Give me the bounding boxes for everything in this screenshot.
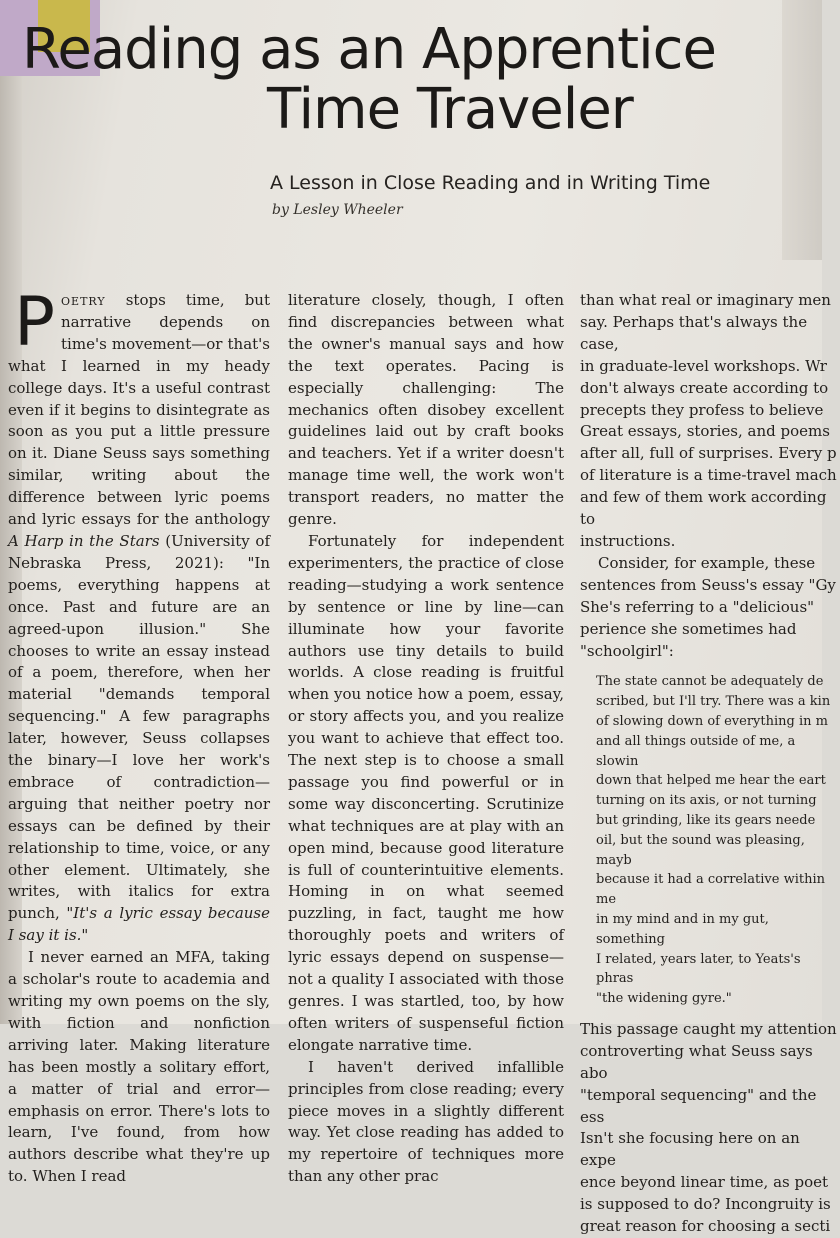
text-line: Great essays, stories, and poems [580, 422, 830, 441]
paragraph: I never earned an MFA, taking a scholar's route to academia and writing my own poems on the sly, with fiction and nonfiction arriving later. Making literature has been mostly a solitary effort, a matter of trial and error—emphasis on error. There's lots to learn, I've found, from how authors describe what they're up to. When I read [8, 948, 270, 1186]
text-line: say. Perhaps that's always the case, [580, 312, 808, 353]
italic-quote: "It's a lyric essay because I say it is." [8, 904, 270, 945]
quote-line: scribed, but I'll try. There was a kin [596, 694, 831, 710]
article-byline: by Lesley Wheeler [272, 202, 403, 218]
paragraph-text: (University of Nebraska Press, 2021): "In poems, everything happens at once. Past and future are an agreed-upon illusion." She chooses to write an essay instead of a poem, therefore, when her material "demands temporal sequencing." A few paragraphs later, however, Seuss collapses the binary—I love her work's embrace of contradiction—arguing that neither poetry nor essays can be defined by their relationship to time, voice, or any other element. Ultimately, she writes, with italics for extra punch, [8, 531, 271, 923]
quote-line: because it had a correlative within me [596, 872, 825, 908]
text-line: instructions. [580, 531, 676, 550]
paragraph [580, 290, 840, 553]
paragraph: literature closely, though, I often find discrepancies between what the owner's manual says and how the text operates. Pacing is especially challenging: The mechanics often disobey excellent guidelines laid out by craft books and teachers. Yet if a writer doesn't manage time well, the work won't transport readers, no matter the genre. [288, 291, 564, 529]
article-title [22, 17, 812, 142]
text-line: is supposed to do? Incongruity is [580, 1195, 831, 1214]
paragraph: I haven't derived infallible principles from close reading; every piece moves in a slightly different way. Yet close reading has added to my repertoire of techniques more than any other prac [288, 1057, 564, 1186]
text-column-1 [8, 283, 271, 1188]
book-title: A Harp in the Stars [8, 531, 160, 550]
text-line: ence beyond linear time, as poet [580, 1173, 829, 1192]
text-column-3 [580, 290, 840, 1238]
paragraph: Fortunately for independent experimenters, the practice of close reading—studying a work sentence by sentence or line by line—can illuminate how your favorite authors use tiny details to build worlds. A close reading is fruitful when you notice how a poem, essay, or story affects you, and you realize you want to achieve that effect too. The next step is to choose a small passage you find powerful or in some way disconcerting. Scrutinize what techniques are at play with an open mind, because good literature is full of counterintuitive elements. Homing in on what seemed puzzling, in fact, taught me how thoroughly poets and writers of lyric essays depend on suspense—not a quality I associated with those genres. I was startled, too, by how often writers of suspenseful fiction elongate narrative time. [288, 531, 564, 1054]
text-line: than what real or imaginary men [580, 291, 831, 309]
block-quote [596, 672, 840, 1009]
text-line: in graduate-level workshops. Wr [580, 356, 827, 375]
article-title-line1: Reading as an Apprentice [22, 17, 716, 82]
paragraph-text: stops time, but narrative depends on time's movement—or that's what I learned in my heady college days. It's a useful contrast even if it begins to disintegrate as soon as you put a little pressure on it. Diane Seuss says something similar, writing about the difference between lyric poems and lyric essays for the anthology [8, 291, 270, 529]
quote-line: oil, but the sound was pleasing, mayb [596, 832, 805, 868]
quote-line: I related, years later, to Yeats's phras [596, 951, 801, 987]
quote-line: The state cannot be adequately de [596, 674, 824, 690]
quote-line: and all things outside of me, a slowin [596, 733, 796, 769]
text-line: She's referring to a "delicious" [580, 597, 815, 616]
drop-cap: P [14, 283, 56, 362]
text-line: precepts they profess to believe [580, 400, 824, 419]
paragraph [580, 1019, 840, 1238]
text-line: and few of them work according to [580, 488, 827, 529]
text-line: perience she sometimes had [580, 619, 797, 638]
lead-in: oetry [61, 291, 106, 309]
quote-line: in my mind and in my gut, something [596, 911, 769, 947]
quote-line: but grinding, like its gears neede [596, 812, 816, 828]
text-column-2 [288, 290, 564, 1188]
paragraph [580, 553, 840, 663]
article-subtitle: A Lesson in Close Reading and in Writing Time [270, 172, 711, 194]
text-line: This passage caught my attention [580, 1019, 837, 1038]
quote-line: of slowing down of everything in m [596, 714, 828, 729]
quote-line: down that helped me hear the eart [596, 773, 826, 789]
text-line: controverting what Seuss says abo [580, 1041, 813, 1082]
text-line: Isn't she focusing here on an expe [580, 1129, 800, 1170]
text-line: after all, full of surprises. Every p [580, 444, 837, 463]
text-line: "schoolgirl": [580, 641, 674, 660]
text-line: great reason for choosing a secti [580, 1217, 831, 1236]
quote-line: "the widening gyre." [596, 991, 732, 1007]
article-title-line2: Time Traveler [267, 77, 633, 142]
text-line: of literature is a time-travel mach [580, 466, 837, 485]
text-line: Consider, for example, these [598, 553, 816, 572]
paragraph [8, 283, 271, 947]
text-line: don't always create according to [580, 378, 829, 397]
quote-line: turning on its axis, or not turning [596, 793, 817, 809]
text-line: "temporal sequencing" and the ess [580, 1085, 817, 1126]
text-line: sentences from Seuss's essay "Gy [580, 575, 836, 594]
